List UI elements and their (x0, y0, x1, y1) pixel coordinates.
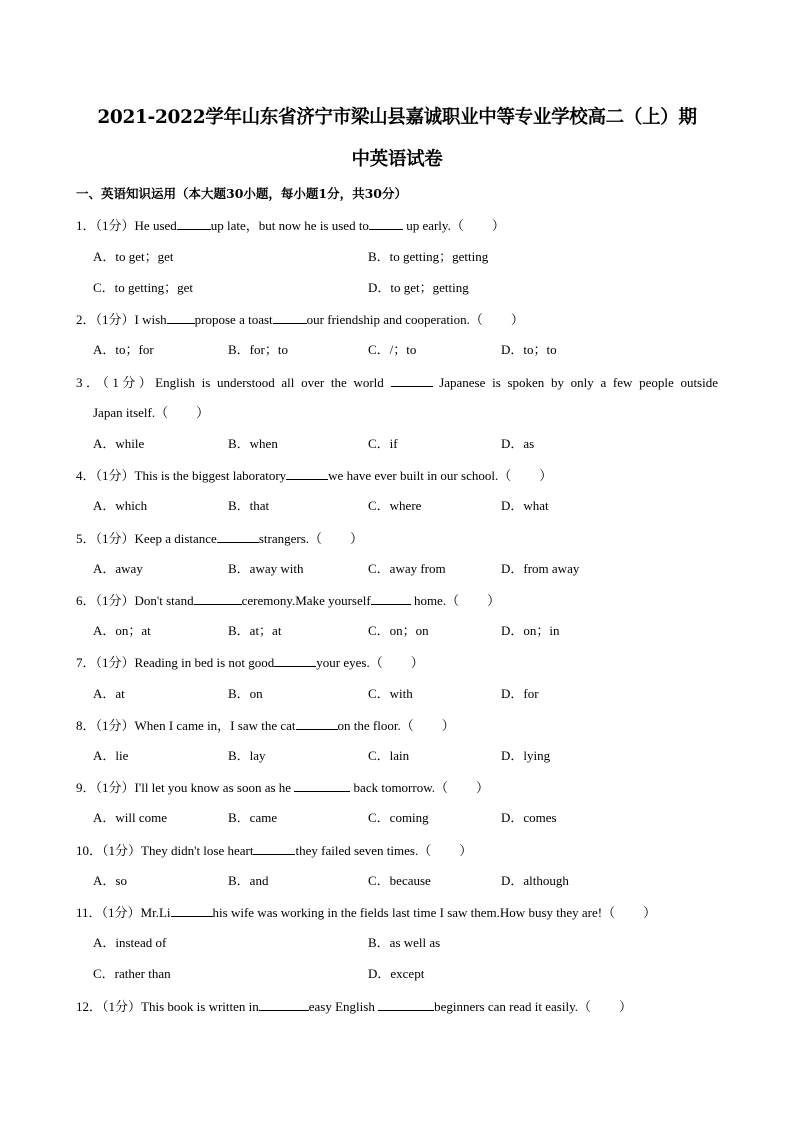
exam-title-line-2: 中英语试卷 (351, 149, 443, 170)
question-12: 12．（1分）This book is written in easy English beginners can read it easily.（ ） (76, 999, 632, 1014)
option-3-a[interactable]: A．while (93, 436, 145, 451)
option-11-c[interactable]: C．rather than (93, 966, 171, 981)
option-10-d[interactable]: D．although (501, 873, 569, 888)
question-3-continued: Japan itself.（ ） (93, 405, 210, 420)
option-9-d[interactable]: D．comes (501, 810, 557, 825)
option-11-d[interactable]: D．except (368, 966, 425, 981)
option-1-a[interactable]: A．to get；get (93, 249, 174, 264)
option-4-c[interactable]: C．where (368, 498, 422, 513)
option-8-c[interactable]: C．lain (368, 748, 410, 763)
option-10-b[interactable]: B．and (228, 873, 269, 888)
option-6-c[interactable]: C．on；on (368, 623, 429, 638)
question-7: 7．（1分）Reading in bed is not good your eyes.（ ） (76, 655, 424, 670)
option-9-a[interactable]: A．will come (93, 810, 168, 825)
option-8-a[interactable]: A．lie (93, 748, 129, 763)
option-4-d[interactable]: D．what (501, 498, 549, 513)
option-6-b[interactable]: B．at；at (228, 623, 282, 638)
option-5-d[interactable]: D．from away (501, 561, 580, 576)
option-11-b[interactable]: B．as well as (368, 935, 441, 950)
option-9-b[interactable]: B．came (228, 810, 278, 825)
option-2-a[interactable]: A．to；for (93, 342, 154, 357)
option-1-d[interactable]: D．to get；getting (368, 280, 469, 295)
option-6-d[interactable]: D．on；in (501, 623, 560, 638)
option-3-b[interactable]: B．when (228, 436, 278, 451)
question-10: 10．（1分）They didn't lose heart they failed seven times.（ ） (76, 843, 473, 858)
option-11-a[interactable]: A．instead of (93, 935, 167, 950)
option-6-a[interactable]: A．on；at (93, 623, 151, 638)
option-5-c[interactable]: C．away from (368, 561, 446, 576)
question-11: 11．（1分）Mr.Li his wife was working in the fields last time I saw them.How busy they are!（ ） (76, 905, 657, 920)
option-7-d[interactable]: D．for (501, 686, 539, 701)
question-6: 6．（1分）Don't stand ceremony.Make yourself home.（ ） (76, 593, 501, 608)
option-5-a[interactable]: A．away (93, 561, 143, 576)
question-4: 4．（1分）This is the biggest laboratory we have ever built in our school.（ ） (76, 468, 553, 483)
option-2-b[interactable]: B．for；to (228, 342, 288, 357)
exam-title-line-1: 2021-2022学年山东省济宁市梁山县嘉诚职业中等专业学校高二（上）期 (97, 107, 697, 128)
option-7-c[interactable]: C．with (368, 686, 413, 701)
question-9: 9．（1分）I'll let you know as soon as he back tomorrow.（ ） (76, 780, 490, 795)
question-2: 2．（1分）I wish propose a toast our friendship and cooperation.（ ） (76, 312, 524, 327)
option-2-d[interactable]: D．to；to (501, 342, 557, 357)
option-8-d[interactable]: D．lying (501, 748, 551, 763)
option-9-c[interactable]: C．coming (368, 810, 429, 825)
option-1-b[interactable]: B．to getting；getting (368, 249, 489, 264)
question-3: 3．（1分）English is understood all over the world Japanese is spoken by only a few people outside (76, 375, 718, 390)
option-3-c[interactable]: C．if (368, 436, 398, 451)
option-8-b[interactable]: B．lay (228, 748, 266, 763)
option-4-a[interactable]: A．which (93, 498, 148, 513)
option-4-b[interactable]: B．that (228, 498, 270, 513)
question-8: 8．（1分）When I came in，I saw the cat on the floor.（ ） (76, 718, 455, 733)
option-5-b[interactable]: B．away with (228, 561, 304, 576)
question-5: 5．（1分）Keep a distance strangers.（ ） (76, 531, 364, 546)
option-10-a[interactable]: A．so (93, 873, 127, 888)
option-7-a[interactable]: A．at (93, 686, 125, 701)
option-7-b[interactable]: B．on (228, 686, 263, 701)
option-1-c[interactable]: C．to getting；get (93, 280, 194, 295)
option-2-c[interactable]: C．/；to (368, 342, 417, 357)
question-1: 1．（1分）He used up late，but now he is used to up early.（ ） (76, 218, 505, 233)
option-3-d[interactable]: D．as (501, 436, 535, 451)
option-10-c[interactable]: C．because (368, 873, 431, 888)
section-heading: 一、英语知识运用（本大题30小题，每小题1分，共30分） (76, 186, 407, 201)
